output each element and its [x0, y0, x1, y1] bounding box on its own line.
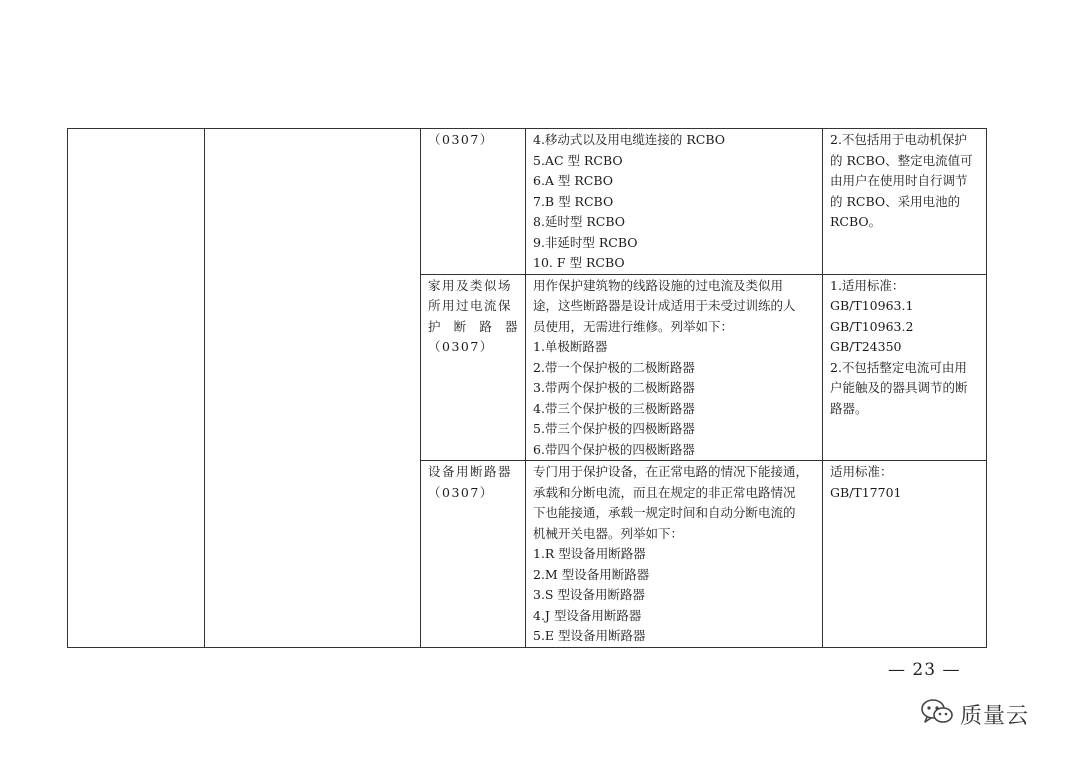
description-cell	[526, 129, 823, 275]
cell-line: 2.M 型设备用断路器	[533, 566, 650, 582]
cell-line: 5.AC 型 RCBO	[533, 152, 623, 168]
cell-line: （0307）	[428, 484, 494, 500]
cell-line: 家用及类似场	[428, 277, 513, 293]
cell-line: 机械开关电器。列举如下：	[533, 525, 684, 541]
cell-line: 5.带三个保护极的四极断路器	[533, 421, 695, 436]
cell-line: （0307）	[428, 132, 494, 147]
cell-line: 4.J 型设备用断路器	[533, 607, 642, 623]
category-cell	[68, 129, 205, 648]
product-name-cell	[421, 129, 526, 275]
cell-line: 6.带四个保护极的四极断路器	[533, 441, 695, 457]
cell-line: 由用户在使用时自行调节	[830, 173, 968, 188]
product-name-cell	[421, 274, 526, 461]
cell-line: 6.A 型 RCBO	[533, 173, 614, 188]
watermark-text: 质量云	[960, 703, 1030, 729]
cell-line: RCBO。	[830, 214, 882, 229]
cell-line: 1.单极断路器	[533, 339, 608, 354]
cell-line: 适用标准：	[830, 464, 893, 479]
watermark	[920, 698, 1029, 730]
cell-line: 路器。	[830, 400, 868, 416]
cell-line: （0307）	[428, 339, 494, 354]
cell-line: 2.带一个保护极的二极断路器	[533, 359, 695, 375]
cell-line: 2.不包括整定电流可由用	[830, 359, 967, 375]
cell-line: 3.带两个保护极的二极断路器	[533, 380, 695, 395]
description-cell	[526, 461, 823, 648]
subcategory-cell	[205, 129, 421, 648]
cell-line: 用作保护建筑物的线路设施的过电流及类似用	[533, 277, 784, 293]
cell-line: 护 断 路 器	[428, 318, 519, 334]
cell-line: 户能触及的器具调节的断	[830, 380, 968, 395]
standards-table	[67, 128, 987, 648]
cell-line: 设备用断路器	[428, 464, 513, 479]
page-number: — 23 —	[888, 660, 961, 680]
cell-line: 专门用于保护设备，在正常电路的情况下能接通，	[533, 464, 809, 479]
cell-line: GB/T10963.2	[830, 318, 914, 334]
cell-line: 下也能接通，承载一规定时间和自动分断电流的	[533, 505, 796, 520]
description-cell	[526, 274, 823, 461]
notes-cell	[823, 129, 987, 275]
notes-cell	[823, 274, 987, 461]
cell-line: 5.E 型设备用断路器	[533, 628, 646, 643]
cell-line: GB/T24350	[830, 339, 902, 354]
cell-line: 1.适用标准：	[830, 277, 905, 293]
cell-line: 3.S 型设备用断路器	[533, 587, 645, 602]
wechat-icon	[920, 698, 954, 730]
cell-line: 1.R 型设备用断路器	[533, 546, 646, 561]
product-name-cell	[421, 461, 526, 648]
cell-line: 途，这些断路器是设计成适用于未受过训练的人	[533, 298, 796, 313]
cell-line: 2.不包括用于电动机保护	[830, 132, 967, 147]
cell-line: GB/T10963.1	[830, 298, 914, 313]
cell-line: 4.移动式以及用电缆连接的 RCBO	[533, 132, 726, 147]
cell-line: 7.B 型 RCBO	[533, 193, 614, 209]
cell-line: 4.带三个保护极的三极断路器	[533, 400, 695, 416]
cell-line: 9.非延时型 RCBO	[533, 234, 638, 250]
cell-line: 10. F 型 RCBO	[533, 255, 625, 270]
cell-line: GB/T17701	[830, 484, 902, 500]
table-row	[68, 129, 987, 275]
cell-line: 所用过电流保	[428, 298, 513, 313]
cell-line: 员使用，无需进行维修。列举如下：	[533, 318, 734, 334]
cell-line: 的 RCBO、采用电池的	[830, 193, 961, 209]
notes-cell	[823, 461, 987, 648]
cell-line: 承载和分断电流，而且在规定的非正常电路情况	[533, 484, 796, 500]
cell-line: 8.延时型 RCBO	[533, 214, 626, 229]
cell-line: 的 RCBO、整定电流值可	[830, 152, 973, 168]
